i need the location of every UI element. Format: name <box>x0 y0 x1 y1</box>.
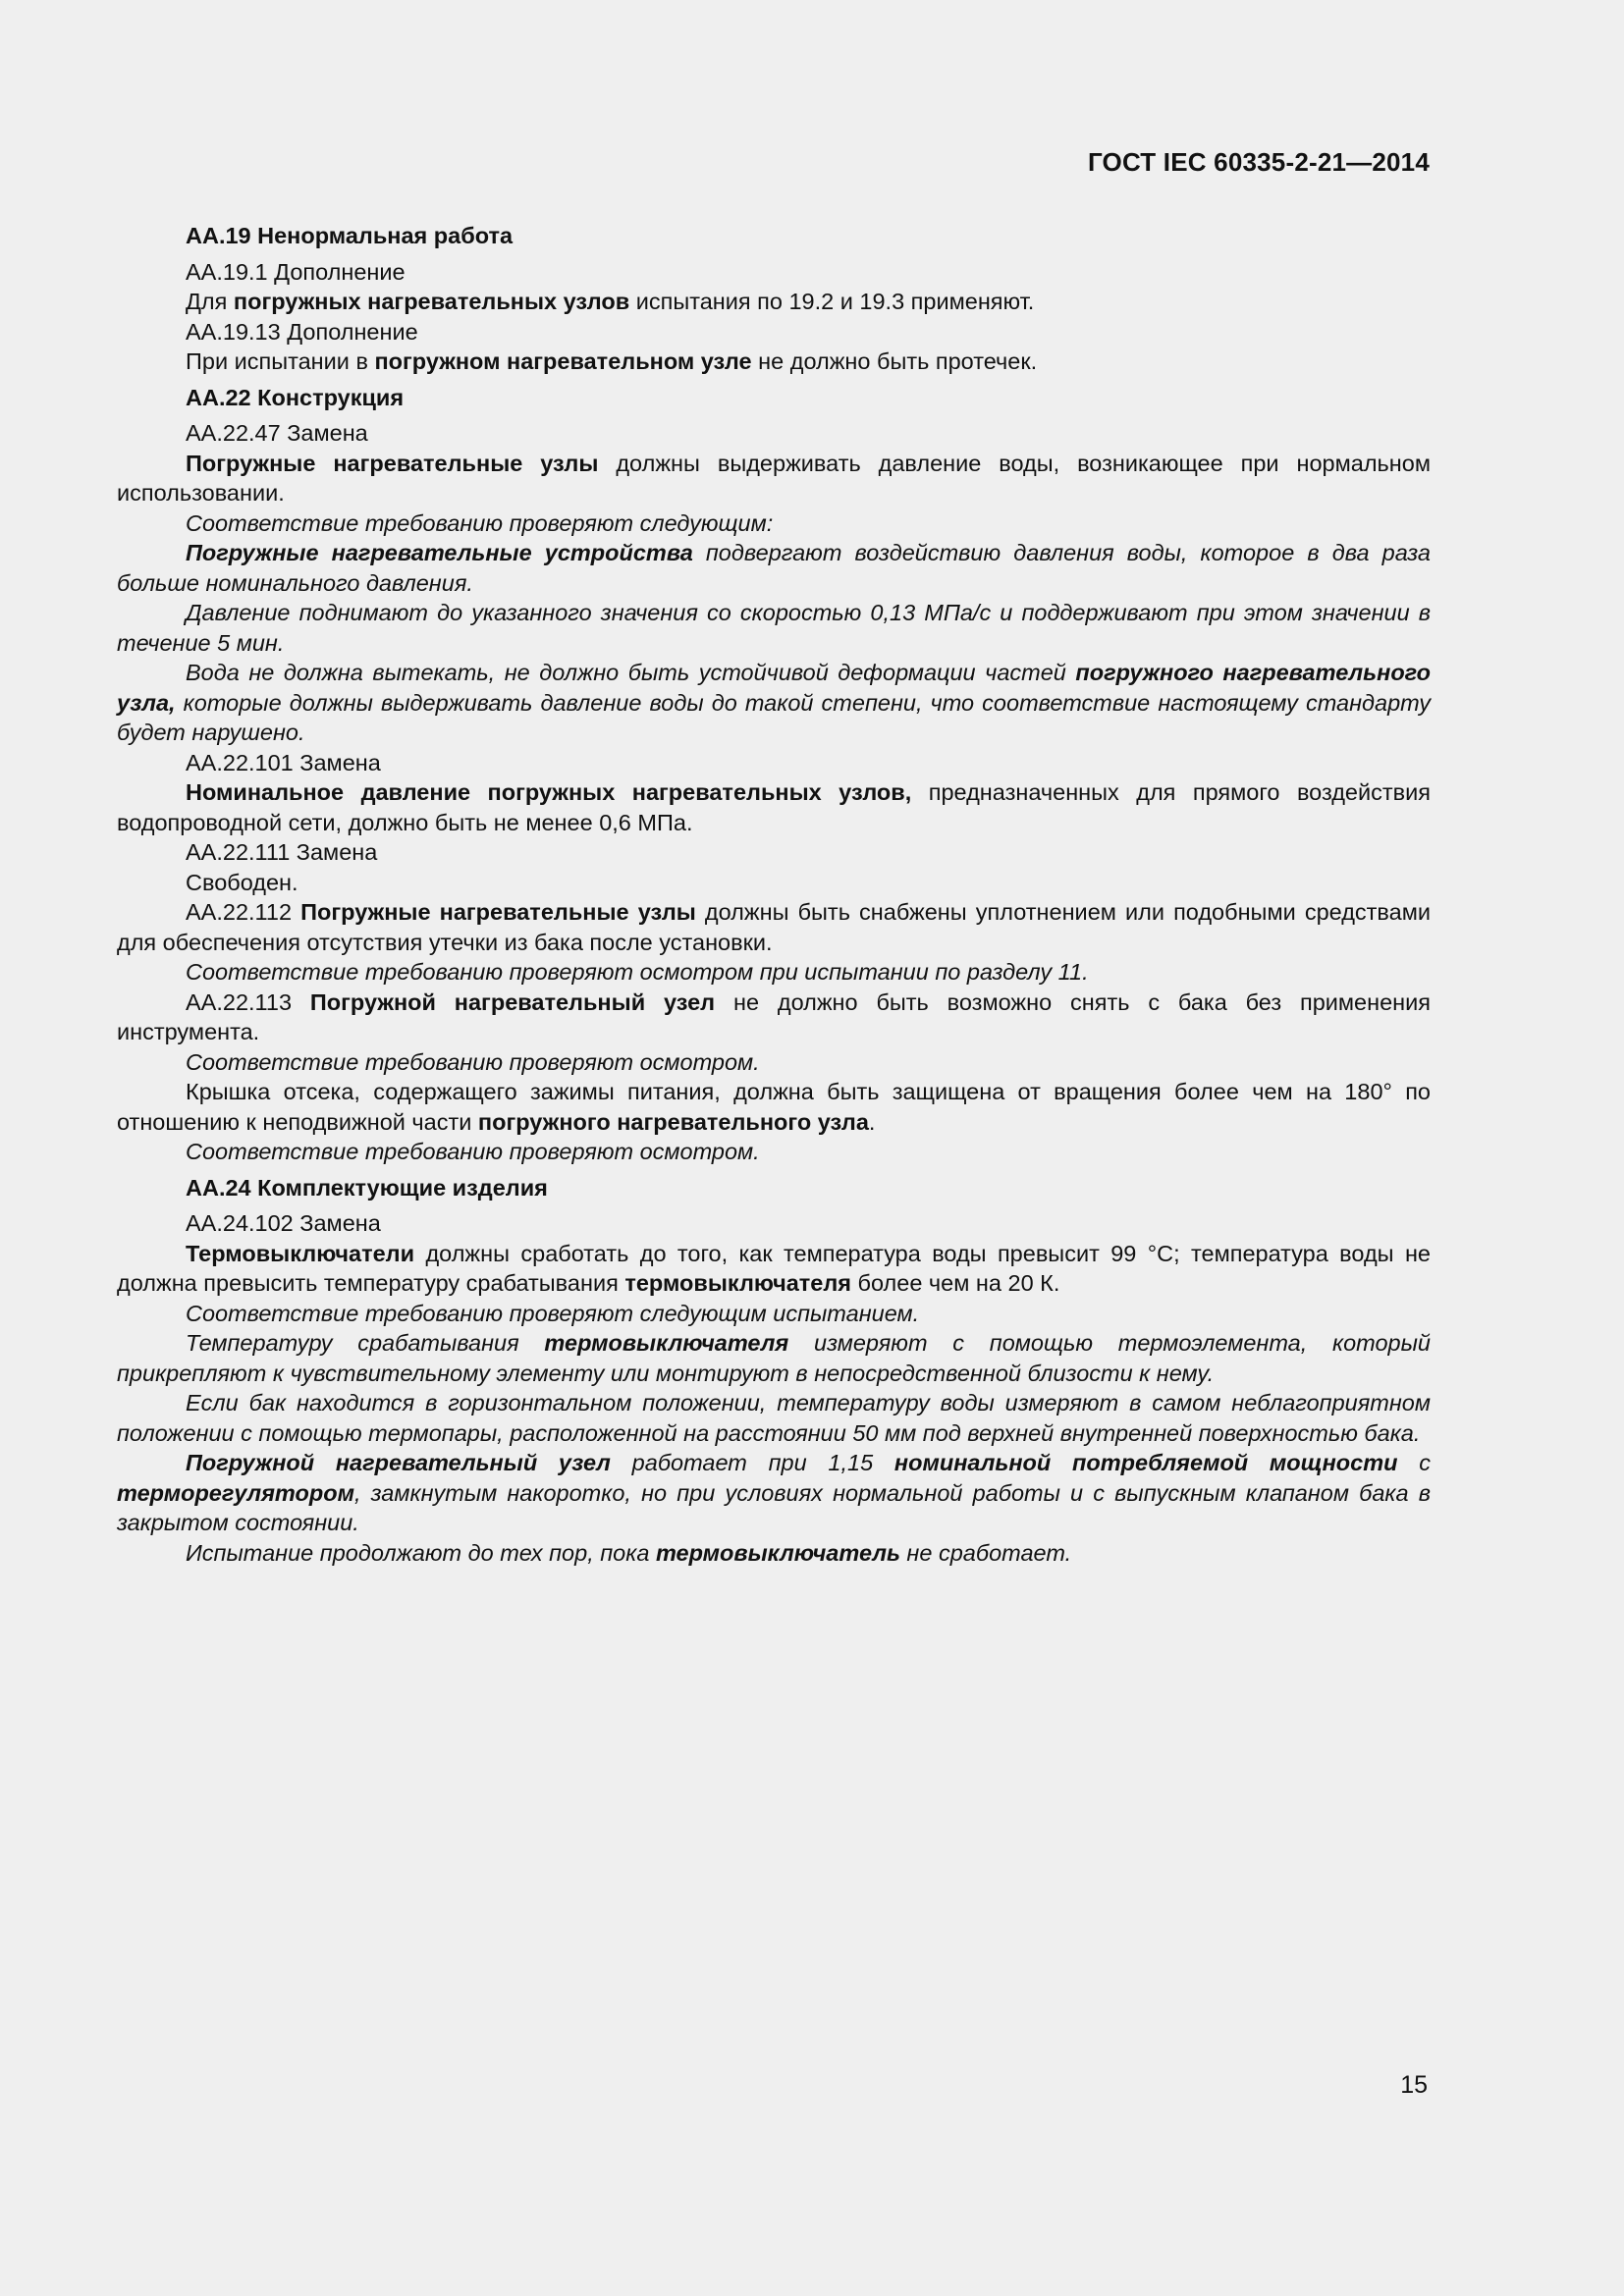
text-run: должны выдерживать давление воды, возникающее при нормальном использовании. <box>117 450 1431 506</box>
text-run: не сработает. <box>899 1539 1072 1566</box>
text-run: , замкнутым накоротко, но при условиях нормальной работы и с выпускным клапаном бака в закрытом состоянии. <box>117 1479 1431 1535</box>
bold-term: погружном нагревательном узле <box>374 348 752 374</box>
text-run: Температуру срабатывания <box>186 1330 545 1356</box>
paragraph <box>117 1448 1431 1538</box>
bold-term: терморегулятором <box>117 1479 354 1506</box>
bold-term: Погружные нагревательные узлы <box>300 899 696 925</box>
text-run: Давление поднимают до указанного значения со скоростью 0,13 МПа/с и поддерживают при этом значении в течение 5 мин. <box>117 600 1431 656</box>
text-run: предназначенных для прямого воздействия водопроводной сети, должно быть не менее 0,6 МПа. <box>117 779 1431 835</box>
text-run: АА.22.47 Замена <box>186 420 368 446</box>
text-run: . <box>868 1108 876 1135</box>
bold-term: погружного нагревательного узла, <box>117 660 1431 716</box>
paragraph <box>117 777 1431 837</box>
text-run: Соответствие требованию проверяют следующим: <box>186 509 774 536</box>
bold-term: термовыключателя <box>544 1330 789 1356</box>
paragraph <box>117 418 1431 449</box>
bold-term: погружных нагревательных узлов <box>233 289 630 314</box>
paragraph <box>117 868 1431 898</box>
bold-term: Погружные нагревательные устройства <box>186 540 693 565</box>
bold-term: термовыключателя <box>624 1270 851 1296</box>
text-run: подвергают воздействию давления воды, которое в два раза больше номинального давления. <box>117 540 1431 596</box>
text-run: должны быть снабжены уплотнением или подобными средствами для обеспечения отсутствия утечки из бака после установки. <box>117 899 1431 955</box>
paragraph <box>117 1328 1431 1388</box>
paragraph <box>117 538 1431 598</box>
text-run: Для <box>186 289 234 314</box>
paragraph <box>117 1208 1431 1239</box>
page-number: 15 <box>1400 2071 1428 2099</box>
paragraph <box>117 1538 1431 1569</box>
text-run: АА.24.102 Замена <box>186 1210 381 1236</box>
paragraph <box>117 837 1431 868</box>
paragraph <box>117 287 1431 317</box>
paragraph <box>117 1239 1431 1299</box>
text-run: АА.19.13 Дополнение <box>186 318 418 345</box>
bold-term: Термовыключатели <box>186 1240 415 1266</box>
paragraph <box>117 508 1431 539</box>
bold-term: термовыключатель <box>655 1539 900 1566</box>
text-run: АА.22.101 Замена <box>186 749 381 775</box>
bold-term: Погружные нагревательные узлы <box>186 450 599 476</box>
bold-term: погружного нагревательного узла <box>477 1108 869 1135</box>
text-run: Вода не должна вытекать, не должно быть устойчивой деформации частей <box>186 660 1076 685</box>
section-heading: АА.19 Ненормальная работа <box>186 223 514 248</box>
text-run: Соответствие требованию проверяют осмотром. <box>186 1048 760 1075</box>
section-heading: АА.22 Конструкция <box>186 384 405 410</box>
paragraph <box>117 317 1431 347</box>
paragraph <box>117 449 1431 508</box>
text-run: При испытании в <box>186 348 375 374</box>
text-run: АА.22.112 <box>186 899 301 925</box>
bold-term: Погружной нагревательный узел <box>186 1450 611 1475</box>
bold-term: номинальной потребляемой мощности <box>893 1450 1398 1475</box>
paragraph <box>117 1299 1431 1329</box>
section-heading: АА.24 Комплектующие изделия <box>186 1174 548 1201</box>
text-run: АА.22.113 <box>186 988 310 1015</box>
paragraph <box>117 988 1431 1047</box>
text-run: должны сработать до того, как температура воды превысит 99 °С; температура воды не должна превысить температуру срабатывания <box>117 1240 1431 1296</box>
text-run: с <box>1397 1450 1431 1475</box>
bold-term: Погружной нагревательный узел <box>309 988 716 1015</box>
paragraph <box>117 1077 1431 1137</box>
text-run: которые должны выдерживать давление воды до такой степени, что соответствие настоящему стандарту будет нарушено. <box>117 689 1431 745</box>
text-run: испытания по 19.2 и 19.3 применяют. <box>629 289 1035 314</box>
paragraph <box>117 257 1431 288</box>
paragraph <box>117 897 1431 957</box>
text-run: Если бак находится в горизонтальном положении, температуру воды измеряют в самом неблагоприятном положении с помощью термопары, расположенной на расстоянии 50 мм под верхней внутренней поверхностью бака. <box>117 1390 1431 1446</box>
text-run: не должно быть возможно снять с бака без применения инструмента. <box>117 988 1432 1044</box>
text-run: Испытание продолжают до тех пор, пока <box>186 1539 656 1566</box>
paragraph <box>117 1388 1431 1448</box>
text-run: Свободен. <box>186 869 298 895</box>
bold-term: Номинальное давление погружных нагревательных узлов, <box>186 779 912 805</box>
paragraph <box>117 1137 1431 1167</box>
text-run: АА.19.1 Дополнение <box>186 258 406 285</box>
text-run: измеряют с помощью термоэлемента, который прикрепляют к чувствительному элементу или монтируют в непосредственной близости к нему. <box>117 1330 1431 1386</box>
paragraph <box>117 957 1431 988</box>
text-run: Соответствие требованию проверяют осмотром при испытании по разделу 11. <box>186 959 1089 985</box>
text-run: Соответствие требованию проверяют следующим испытанием. <box>186 1300 920 1326</box>
document-body <box>117 221 1431 1568</box>
text-run: Соответствие требованию проверяют осмотром. <box>186 1139 760 1164</box>
text-run: Крышка отсека, содержащего зажимы питания, должна быть защищена от вращения более чем на 180° по отношению к неподвижной части <box>117 1079 1431 1135</box>
paragraph <box>117 1047 1431 1078</box>
paragraph <box>117 748 1431 778</box>
text-run: более чем на 20 К. <box>851 1270 1060 1296</box>
text-run: не должно быть протечек. <box>751 348 1038 374</box>
paragraph <box>117 598 1431 658</box>
standard-code: ГОСТ IEC 60335-2-21—2014 <box>1087 147 1430 177</box>
paragraph <box>117 658 1431 748</box>
text-run: АА.22.111 Замена <box>186 839 378 865</box>
text-run: работает при 1,15 <box>610 1450 894 1475</box>
paragraph <box>117 347 1431 377</box>
